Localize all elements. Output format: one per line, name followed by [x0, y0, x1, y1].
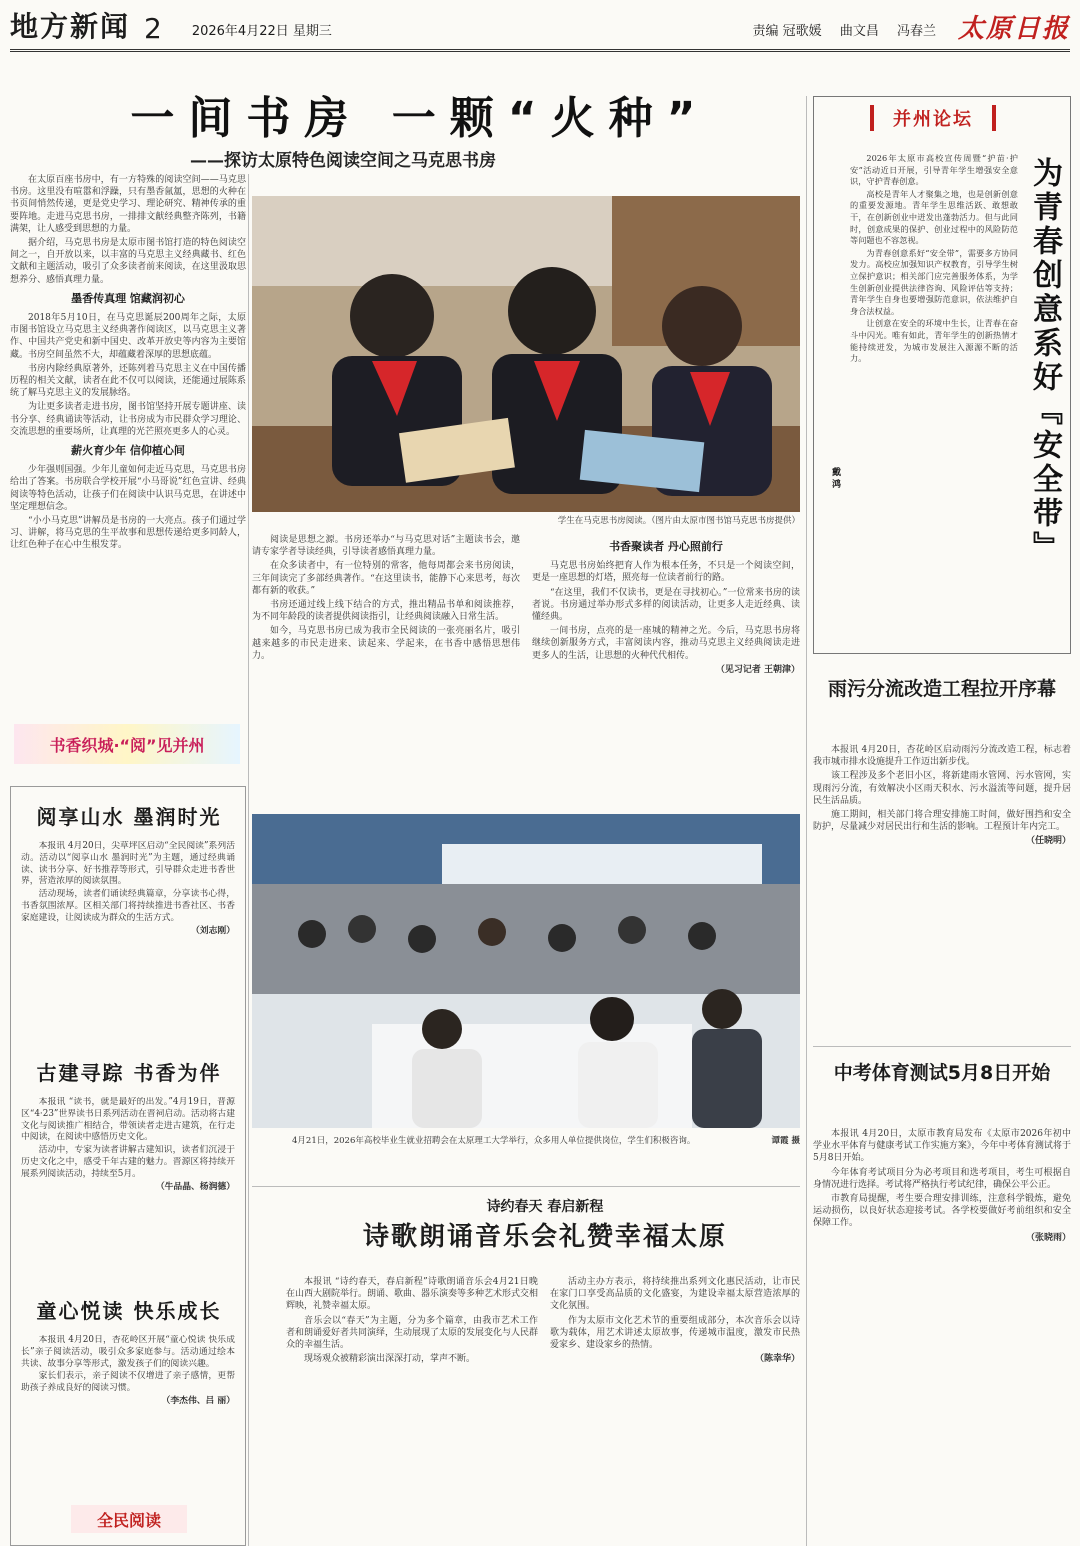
lead-column-3	[532, 534, 800, 760]
poem-column-1	[286, 1276, 538, 1542]
paragraph: 作为太原市文化艺术节的重要组成部分，本次音乐会以诗歌为载体，用艺术讲述太原故事，传递城市温度，激发市民热爱家乡、建设家乡的热情。	[550, 1315, 800, 1351]
forum-author: 戴 鸿	[830, 467, 840, 489]
photo2-caption	[292, 1136, 800, 1147]
paragraph: 活动中，专家为读者讲解古建知识，读者们沉浸于历史文化之中，感受千年古建的魅力。晋源区将持续开展系列阅读活动，持续至5月。	[21, 1145, 235, 1179]
paragraph: 书房内除经典原著外，还陈列着马克思主义在中国传播历程的相关文献，读者在此不仅可以阅读，还能通过展陈系统了解马克思主义的发展脉络。	[10, 363, 246, 399]
poem-title: 诗歌朗诵音乐会礼赞幸福太原	[362, 1222, 727, 1252]
editor-1: 责编 冠歌媛	[752, 24, 822, 39]
lead-subhead-2: 薪火育少年 信仰植心间	[71, 444, 185, 458]
paragraph: 2026年太原市高校宣传周暨“护苗·护安”活动近日开展，引导青年学生增强安全意识，守护青春创意。	[850, 153, 1018, 187]
section-divider	[252, 1186, 800, 1187]
newspaper-logo: 太原日报	[957, 14, 1070, 44]
paragraph: 本报讯 4月20日，杏花岭区启动雨污分流改造工程，标志着我市城市排水设施提升工作迈出新步伐。	[813, 745, 1071, 768]
paragraph: 活动现场，读者们诵读经典篇章，分享读书心得，书香氛围浓厚。区相关部门将持续推进书香社区、书香家庭建设，让阅读成为群众的生活方式。	[21, 889, 235, 923]
forum-commentary-box	[813, 96, 1071, 654]
paragraph: 家长们表示，亲子阅读不仅增进了亲子感情，更帮助孩子养成良好的阅读习惯。	[21, 1371, 235, 1394]
footer-label-text: 全民阅读	[96, 1510, 161, 1530]
rain-title: 雨污分流改造工程拉开序幕	[827, 678, 1056, 700]
section-name: 地方新闻	[10, 10, 131, 43]
forum-body	[850, 153, 1018, 649]
paragraph: 阅读是思想之源。书房还举办“与马克思对话”主题读书会，邀请专家学者导读经典，引导读者感悟真理力量。	[252, 535, 520, 558]
paragraph: 本报讯 “诗约春天，春启新程”诗歌朗诵音乐会4月21日晚在山西大剧院举行。朗诵、歌曲、器乐演奏等多种艺术形式交相辉映，礼赞幸福太原。	[286, 1277, 538, 1312]
paragraph: 书房还通过线上线下结合的方式，推出精品书单和阅读推荐，为不同年龄段的读者提供阅读指引，让经典阅读融入日常生活。	[252, 600, 520, 623]
lead-title: 一间书房 一颗“火种”	[130, 93, 710, 144]
byline: （牛品晶、杨润德）	[155, 1181, 235, 1192]
students-reading-photo	[252, 196, 800, 512]
box-article-3-title: 童心悦读 快乐成长	[36, 1299, 222, 1323]
forum-tag	[870, 105, 996, 131]
paragraph: “小小马克思”讲解员是书房的一大亮点。孩子们通过学习、讲解，将马克思的生平故事和思想传递给更多同龄人，让红色种子在心中生根发芽。	[10, 516, 246, 551]
editor-3: 冯春兰	[896, 24, 936, 39]
reading-banner	[14, 724, 240, 764]
exam-body	[813, 1128, 1071, 1542]
photo2-caption-text: 4月21日，2026年高校毕业生就业招聘会在太原理工大学举行，众多用人单位提供岗位，学生们积极咨询。	[292, 1136, 696, 1146]
photo1-caption: 学生在马克思书房阅读。（图片由太原市图书馆马克思书房提供）	[557, 516, 800, 526]
editors	[739, 20, 936, 39]
lead-subtitle: ——探访太原特色阅读空间之马克思书房	[190, 151, 496, 171]
lead-column-1	[10, 174, 246, 718]
paragraph: “在这里，我们不仅读书，更是在寻找初心。”一位常来书房的读者说。书房通过举办形式多样的阅读活动，让更多人走近经典、读懂经典。	[532, 587, 800, 623]
byline: （刘志刚）	[191, 925, 235, 936]
job-fair-photo	[252, 814, 800, 1128]
paragraph: 少年强则国强。少年儿童如何走近马克思，马克思书房给出了答案。书房联合学校开展“小马哥说”红色宣讲、经典阅读等特色活动，让孩子们在阅读中认识马克思，在讲述中坚定理想信念。	[10, 465, 246, 512]
byline: （任晓明）	[1025, 836, 1071, 847]
reading-news-box	[10, 786, 246, 1546]
lead-subhead-1: 墨香传真理 馆藏润初心	[71, 291, 185, 305]
forum-title: 为青春创意系好『安全带』	[1027, 157, 1062, 565]
photo2-credit: 谭霞 摄	[771, 1136, 800, 1146]
paragraph: 一间书房，点亮的是一座城的精神之光。今后，马克思书房将继续创新服务方式，丰富阅读内容，推动马克思主义经典阅读走进更多人的生活，让思想的火种代代相传。	[532, 626, 800, 661]
paragraph: 为青春创意系好“安全带”，需要多方协同发力。高校应加强知识产权教育，引导学生树立保护意识；相关部门应完善服务体系，为学生创新创业提供法律咨询、风险评估等支持；青年学生自身也要增强防范意识，依法维护自身合法权益。	[850, 247, 1018, 316]
box-article-1	[21, 841, 235, 1047]
paragraph: 为让更多读者走进书房，图书馆坚持开展专题讲座、读书分享、经典诵读等活动，让书房成为市民群众学习理论、交流思想的重要场所，让真理的光芒照亮更多人的心灵。	[10, 402, 246, 437]
paragraph: 在众多读者中，有一位特别的常客，他每周都会来书房阅读，三年间读完了多部经典著作。“在这里读书，能静下心来思考，每次都有新的收获。”	[252, 561, 520, 596]
byline: （见习记者 王朝津）	[715, 664, 800, 675]
banner-text: 书香织城·“阅”见并州	[49, 735, 205, 755]
rain-body	[813, 744, 1071, 1034]
page-number: 2	[144, 12, 162, 45]
paragraph: 现场观众被精彩演出深深打动，掌声不断。	[304, 1354, 476, 1365]
issue-date: 2026年4月22日 星期三	[191, 24, 332, 39]
box-article-3	[21, 1335, 235, 1495]
byline: （张晓雨）	[1025, 1232, 1071, 1243]
forum-tag-text: 并州论坛	[893, 109, 973, 130]
paragraph: 施工期间，相关部门将合理安排施工时间，做好围挡和安全防护，尽量减少对居民出行和生活的影响。工程预计年内完工。	[813, 810, 1071, 833]
poem-subtitle: 诗约春天 春启新程	[486, 1199, 604, 1215]
paragraph: 本报讯 “读书，就是最好的出发。”4月19日，晋源区“4·23”世界读书日系列活动在晋祠启动。活动将古建文化与阅读推广相结合，带领读者走进古建筑，在行走中阅读，在阅读中感悟历史文化。	[21, 1097, 235, 1143]
section-footer-label	[71, 1505, 187, 1533]
exam-title: 中考体育测试5月8日开始	[833, 1062, 1051, 1084]
paragraph: 2018年5月10日，在马克思诞辰200周年之际，太原市图书馆设立马克思主义经典著作阅读区，以马克思主义著作、中国共产党史和新中国史、改革开放史等内容为主要馆藏。书房空间虽然不大，却蕴藏着深厚的思想底蕴。	[10, 313, 246, 360]
box-article-2-title: 古建寻踪 书香为伴	[36, 1061, 222, 1085]
masthead	[10, 8, 1070, 52]
paragraph: 马克思书房始终把育人作为根本任务，不只是一个阅读空间，更是一座思想的灯塔，照亮每一位读者前行的路。	[532, 561, 800, 584]
box-article-2	[21, 1097, 235, 1285]
section-divider	[813, 1046, 1071, 1047]
byline: （陈幸华）	[754, 1354, 800, 1365]
paragraph: 活动主办方表示，将持续推出系列文化惠民活动，让市民在家门口享受高品质的文化盛宴，为建设幸福太原营造浓厚的文化氛围。	[550, 1277, 800, 1312]
paragraph: 今年体育考试项目分为必考项目和选考项目，考生可根据自身情况进行选择。考试将严格执行考试纪律，确保公平公正。	[813, 1167, 1071, 1190]
paragraph: 该工程涉及多个老旧小区，将新建雨水管网、污水管网，实现雨污分流，有效解决小区雨天积水、污水溢流等问题，提升居民生活品质。	[813, 771, 1071, 806]
paragraph: 如今，马克思书房已成为我市全民阅读的一张亮丽名片，吸引越来越多的市民走进来、读起来、学起来，在书香中感悟思想伟力。	[252, 626, 520, 661]
poem-column-2	[550, 1276, 800, 1542]
byline: （李杰伟、吕 丽）	[161, 1395, 235, 1406]
paragraph: 本报讯 4月20日，尖草坪区启动“全民阅读”系列活动。活动以“阅享山水 墨润时光”为主题，通过经典诵读、读书分享、好书推荐等形式，引导群众走进书香世界，营造浓厚的阅读氛围。	[21, 841, 235, 887]
column-divider	[248, 174, 249, 1546]
lead-column-2	[252, 534, 520, 760]
editor-2: 曲文昌	[839, 24, 879, 39]
paragraph: 让创意在安全的环境中生长，让青春在奋斗中闪光。唯有如此，青年学生的创新热情才能持续迸发，为城市发展注入源源不断的活力。	[850, 318, 1018, 364]
paragraph: 据介绍，马克思书房是太原市图书馆打造的特色阅读空间之一，自开放以来，以丰富的马克思主义经典藏书、红色文献和主题活动，吸引了众多读者前来阅读，在这里汲取思想养分、感悟真理力量。	[10, 238, 246, 285]
paragraph: 本报讯 4月20日，杏花岭区开展“童心悦读 快乐成长”亲子阅读活动，吸引众多家庭参与。活动通过绘本共读、故事分享等形式，激发孩子们的阅读兴趣。	[21, 1335, 235, 1369]
paragraph: 在太原百座书房中，有一方特殊的阅读空间——马克思书房。这里没有喧嚣和浮躁，只有墨香氤氲，思想的火种在书页间悄然传递，更是党史学习、理论研究、精神传承的重要阵地。走进马克思书房，一排排文献经典整齐陈列，书籍满架，让人感受到思想的力量。	[10, 175, 246, 234]
paragraph: 本报讯 4月20日，太原市教育局发布《太原市2026年初中学业水平体育与健康考试工作实施方案》，今年中考体育测试将于5月8日开始。	[813, 1129, 1071, 1164]
lead-subhead-3: 书香聚读者 丹心照前行	[609, 540, 723, 553]
column-divider	[806, 96, 807, 1546]
box-article-1-title: 阅享山水 墨润时光	[36, 805, 222, 829]
paragraph: 高校是青年人才聚集之地，也是创新创意的重要发源地。青年学生思维活跃、敢想敢干，在创新创业中迸发出蓬勃活力。但与此同时，创意成果的保护、创业过程中的风险防范等问题也不容忽视。	[850, 188, 1018, 246]
paragraph: 音乐会以“春天”为主题，分为多个篇章，由我市艺术工作者和朗诵爱好者共同演绎，生动展现了太原的发展变化与人民群众的幸福生活。	[286, 1315, 538, 1351]
paragraph: 市教育局提醒，考生要合理安排训练，注意科学锻炼，避免运动损伤，以良好状态迎接考试。各学校要做好考前组织和安全保障工作。	[813, 1194, 1071, 1229]
